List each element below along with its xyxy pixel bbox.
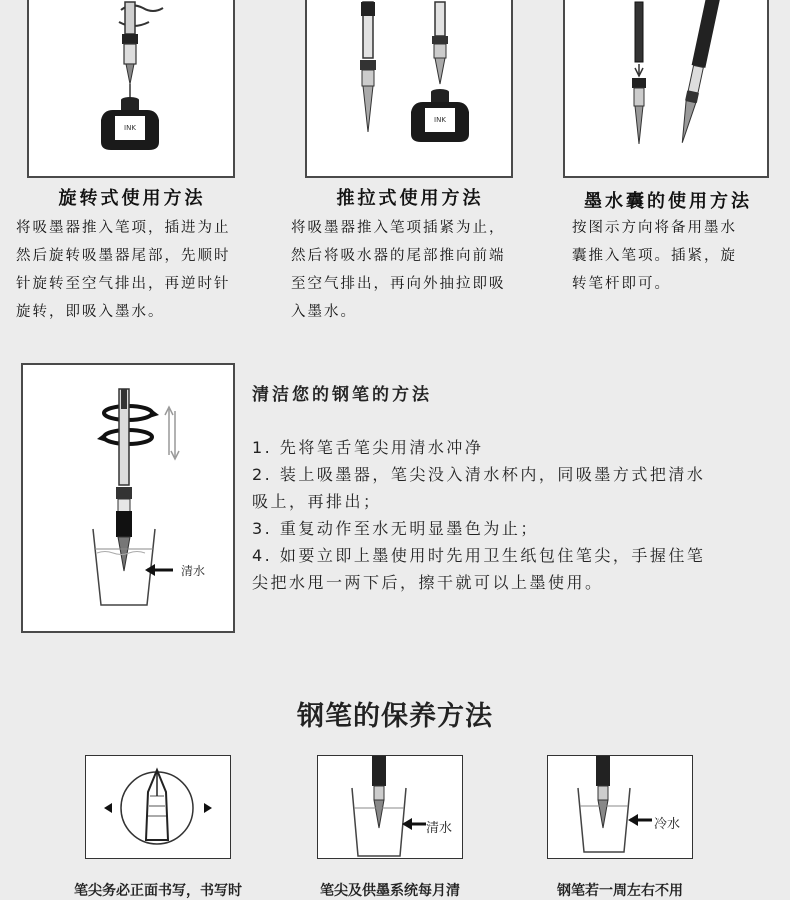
nib-front-view-icon xyxy=(86,756,231,859)
cleaning-step: 3. 重复动作至水无明显墨色为止； xyxy=(252,519,539,538)
cleaning-step: 2. 装上吸墨器，笔尖没入清水杯内，同吸墨方式把清水 xyxy=(252,465,706,484)
desc-line: 然后旋转吸墨器尾部，先顺时 xyxy=(16,248,231,264)
svg-text:INK: INK xyxy=(124,124,136,132)
method-desc-rotary xyxy=(16,214,231,326)
pen-in-cold-water-icon xyxy=(548,756,693,859)
svg-text:INK: INK xyxy=(434,116,446,124)
push-pull-method-illustration xyxy=(305,0,513,178)
method-desc-cartridge xyxy=(572,214,737,298)
desc-line: 转笔杆即可。 xyxy=(572,276,671,292)
desc-line: 按图示方向将备用墨水 xyxy=(572,220,737,236)
method-title-cartridge: 墨水囊的使用方法 xyxy=(584,191,752,212)
rotary-fill-icon xyxy=(29,0,235,178)
care-card-nib-orientation xyxy=(85,755,231,859)
desc-line: 然后将吸水器的尾部推向前端 xyxy=(291,248,506,264)
cleaning-step: 尖把水甩一两下后，擦干就可以上墨使用。 xyxy=(252,573,604,592)
desc-line: 将吸墨器推入笔项插紧为止， xyxy=(291,220,506,236)
care-card-monthly-cleaning xyxy=(317,755,463,859)
care-caption: 笔尖及供墨系统每月清 xyxy=(320,883,460,899)
desc-line: 入墨水。 xyxy=(291,304,357,320)
care-card-weekly-unused xyxy=(547,755,693,859)
cleaning-title: 清洁您的钢笔的方法 xyxy=(252,385,432,405)
desc-line: 将吸墨器推入笔项，插进为止 xyxy=(16,220,231,236)
ink-cartridge-method-illustration xyxy=(563,0,769,178)
care-caption: 钢笔若一周左右不用 xyxy=(557,883,683,899)
method-desc-push-pull xyxy=(291,214,506,326)
rotary-method-illustration xyxy=(27,0,235,178)
cleaning-illustration xyxy=(21,363,235,633)
cleaning-step: 4. 如要立即上墨使用时先用卫生纸包住笔尖，手握住笔 xyxy=(252,546,706,565)
method-title-rotary: 旋转式使用方法 xyxy=(58,188,206,209)
cleaning-pen-icon xyxy=(23,365,235,633)
care-heading: 钢笔的保养方法 xyxy=(297,701,493,732)
desc-line: 至空气排出，再向外抽拉即吸 xyxy=(291,276,506,292)
cold-water-label: 冷水 xyxy=(654,817,681,832)
pen-in-water-icon xyxy=(318,756,463,859)
method-title-push-pull: 推拉式使用方法 xyxy=(336,188,484,209)
push-pull-fill-icon xyxy=(307,0,513,178)
cleaning-step: 吸上，再排出； xyxy=(252,492,382,511)
desc-line: 囊推入笔项。插紧，旋 xyxy=(572,248,737,264)
desc-line: 针旋转至空气排出，再逆时针 xyxy=(16,276,231,292)
water-label: 清水 xyxy=(181,564,206,578)
care-caption: 笔尖务必正面书写，书写时 xyxy=(74,883,242,899)
water-label: 清水 xyxy=(426,821,453,836)
ink-cartridge-icon xyxy=(565,0,769,178)
cleaning-step: 1. 先将笔舌笔尖用清水冲净 xyxy=(252,438,484,457)
desc-line: 旋转，即吸入墨水。 xyxy=(16,304,165,320)
